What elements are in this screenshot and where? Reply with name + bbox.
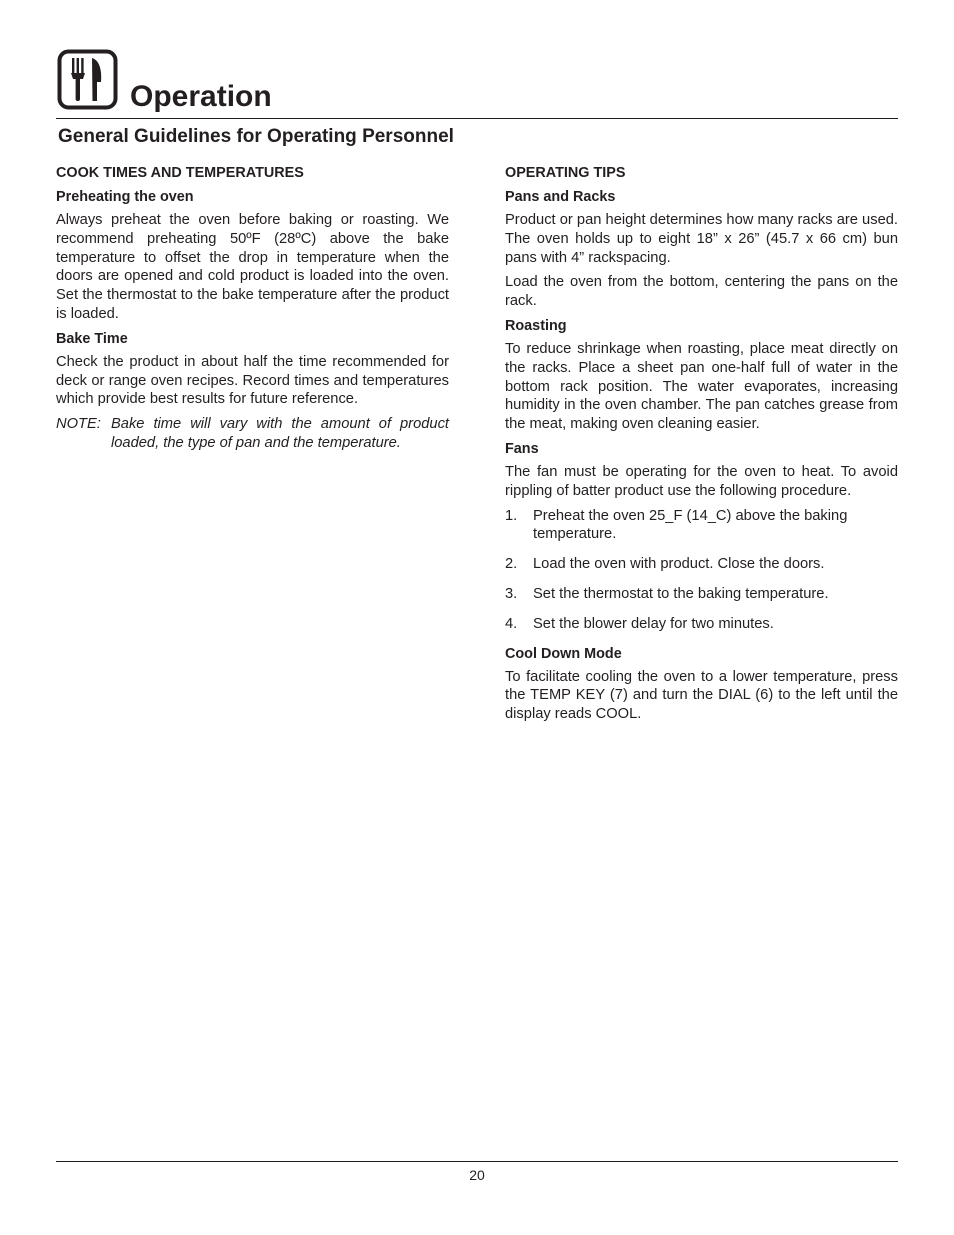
- fork-knife-icon: [57, 49, 118, 110]
- fans-heading: Fans: [505, 440, 539, 457]
- bake-time-paragraph: Check the product in about half the time recommended for deck or range oven recipes. Record times and temperatures which provide best results for future reference.: [56, 353, 449, 408]
- roasting-paragraph: To reduce shrinkage when roasting, place meat directly on the racks. Place a sheet pan one-half full of water in the bottom rack position. The water evaporates, increasing humidity in the oven chamber. The pan catches grease from the meat, making oven cleaning easier.: [505, 340, 898, 433]
- pans-paragraph-2: Load the oven from the bottom, centering the pans on the rack.: [505, 274, 898, 310]
- step-number: 2.: [505, 556, 518, 573]
- list-item: [505, 555, 898, 574]
- left-column: [56, 164, 449, 453]
- step-text: Set the thermostat to the baking temperature.: [533, 585, 829, 602]
- step-number: 3.: [505, 585, 518, 602]
- title-divider: [56, 118, 898, 119]
- list-item: [505, 615, 898, 634]
- note-label: NOTE:: [56, 416, 101, 433]
- fans-paragraph: The fan must be operating for the oven to heat. To avoid rippling of batter product use the following procedure.: [505, 463, 898, 499]
- cool-down-heading: Cool Down Mode: [505, 645, 622, 662]
- step-text: Set the blower delay for two minutes.: [533, 615, 774, 632]
- section-heading: General Guidelines for Operating Personnel: [58, 126, 454, 147]
- preheat-heading: Preheating the oven: [56, 189, 194, 205]
- page-number: 20: [469, 1167, 485, 1183]
- list-item: [505, 585, 898, 604]
- roasting-heading: Roasting: [505, 317, 567, 334]
- preheat-paragraph: Always preheat the oven before baking or roasting. We recommend preheating 50ºF (28ºC) above the bake temperature to offset the drop in temperature when the doors are opened and cold product is loaded into the oven. Set the thermostat to the bake temperature after the product is loaded.: [56, 212, 449, 322]
- step-text: Preheat the oven 25_F (14_C) above the baking temperature.: [533, 507, 848, 543]
- operating-tips-heading: OPERATING TIPS: [505, 165, 626, 181]
- pans-paragraph-1: Product or pan height determines how many racks are used. The oven holds up to eight 18” x 26” (45.7 x 66 cm) bun pans with 4” rackspacing.: [505, 212, 898, 266]
- right-column: [505, 164, 898, 730]
- page-title: Operation: [130, 80, 272, 113]
- pans-racks-heading: Pans and Racks: [505, 189, 616, 205]
- cook-times-heading: COOK TIMES AND TEMPERATURES: [56, 165, 304, 181]
- step-number: 4.: [505, 615, 518, 632]
- fan-procedure-list: [505, 507, 898, 634]
- note: [56, 415, 449, 453]
- bake-time-heading: Bake Time: [56, 330, 128, 347]
- step-text: Load the oven with product. Close the doors.: [533, 556, 825, 573]
- list-item: [505, 507, 898, 545]
- footer-divider: [56, 1161, 898, 1162]
- note-text: Bake time will vary with the amount of product loaded, the type of pan and the temperature.: [111, 416, 449, 451]
- cool-down-paragraph: To facilitate cooling the oven to a lower temperature, press the TEMP KEY (7) and turn the DIAL (6) to the left until the display reads COOL.: [505, 668, 898, 723]
- step-number: 1.: [505, 507, 518, 524]
